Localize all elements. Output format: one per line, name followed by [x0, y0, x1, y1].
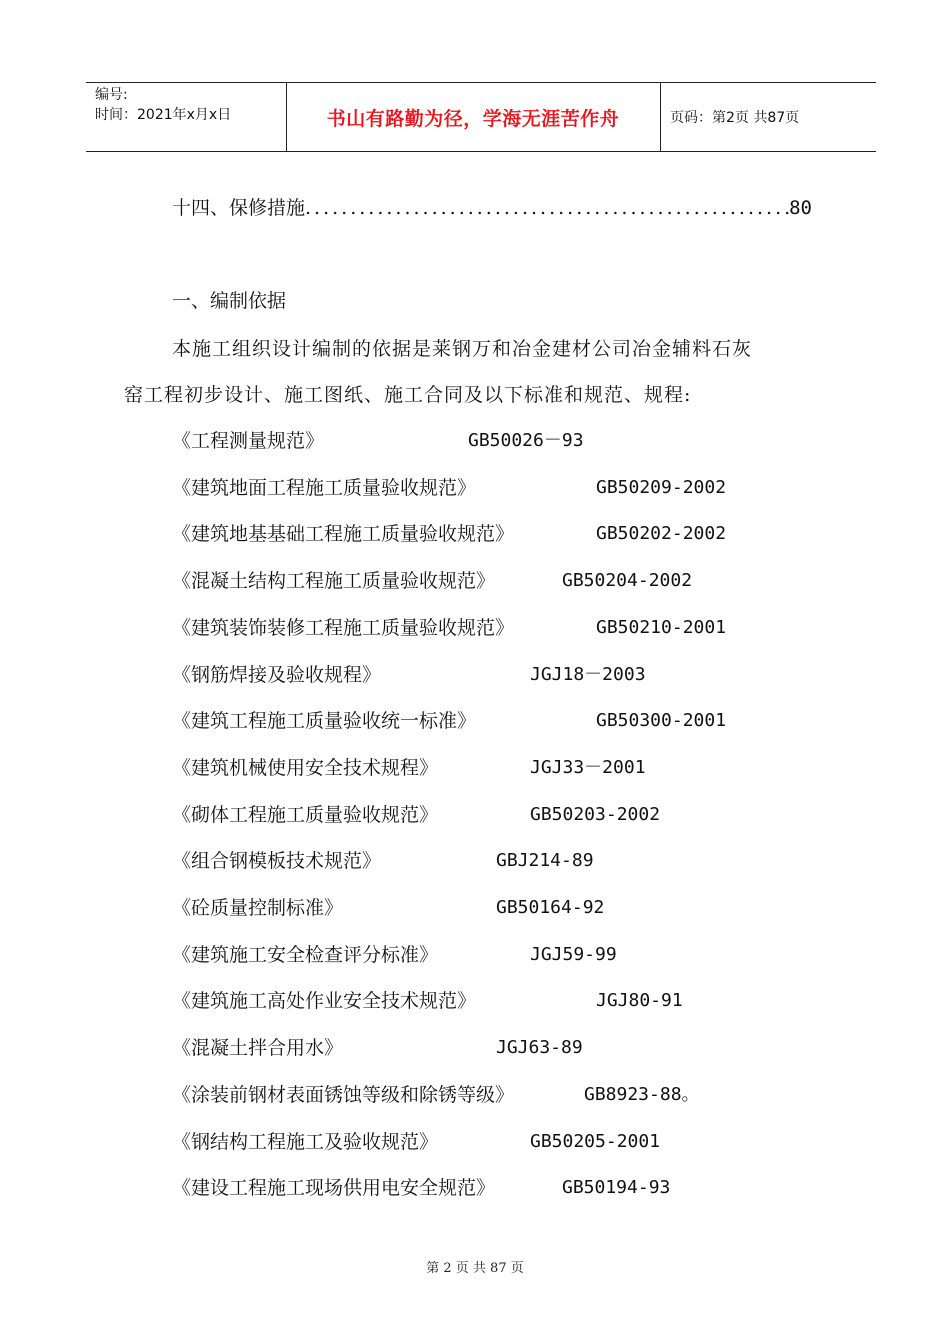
- standard-name: 《建筑装饰装修工程施工质量验收规范》: [172, 616, 515, 639]
- standard-row: [172, 942, 617, 968]
- standard-row: [172, 521, 727, 547]
- standard-name: 《钢筋焊接及验收规程》: [172, 663, 382, 686]
- page-footer: 第 2 页 共 87 页: [426, 1261, 524, 1276]
- standard-code: JGJ63-89: [496, 1037, 583, 1059]
- standard-name: 《混凝土结构工程施工质量验收规范》: [172, 570, 496, 593]
- standard-row: [172, 1082, 700, 1108]
- standard-name: 《建筑工程施工质量验收统一标准》: [172, 710, 477, 733]
- standard-name: 《建设工程施工现场供用电安全规范》: [172, 1177, 496, 1200]
- standard-row: [172, 988, 683, 1014]
- header-meta: [95, 85, 231, 125]
- section-heading: 一、编制依据: [172, 290, 287, 312]
- header-page-info: 页码：第2页 共87页: [670, 110, 800, 126]
- standard-row: [172, 1175, 671, 1201]
- standard-name: 《工程测量规范》: [172, 430, 325, 452]
- standard-code: JGJ59-99: [530, 943, 617, 965]
- standard-row: [172, 475, 727, 501]
- standard-code: GB50205-2001: [530, 1130, 661, 1152]
- standard-row: [172, 895, 605, 921]
- toc-item-label: 十四、保修措施: [172, 197, 306, 219]
- standard-row: [172, 708, 727, 734]
- standard-name: 《建筑地基基础工程施工质量验收规范》: [172, 523, 515, 546]
- document-header: [86, 82, 876, 152]
- paragraph-line: 窑工程初步设计、施工图纸、施工合同及以下标准和规范、规程:: [124, 384, 692, 406]
- standard-code: GB8923-88。: [584, 1083, 700, 1105]
- standard-row: [172, 755, 646, 781]
- standard-name: 《砌体工程施工质量验收规范》: [172, 803, 439, 826]
- standard-code: GB50026－93: [468, 430, 584, 451]
- standard-row: [172, 1035, 583, 1061]
- standard-name: 《建筑施工安全检查评分标准》: [172, 943, 439, 966]
- header-divider: [660, 83, 661, 151]
- standard-code: GB50194-93: [562, 1177, 671, 1199]
- number-label: 编号:: [95, 87, 128, 103]
- standard-name: 《建筑地面工程施工质量验收规范》: [172, 476, 477, 499]
- standard-code: JGJ33－2001: [530, 756, 646, 778]
- time-label: 时间：2021年x月x日: [95, 107, 232, 123]
- standard-name: 《组合钢模板技术规范》: [172, 850, 382, 873]
- standard-code: JGJ80-91: [596, 990, 683, 1012]
- standard-code: GB50300-2001: [596, 710, 727, 732]
- standard-name: 《建筑机械使用安全技术规程》: [172, 756, 439, 779]
- standard-code: GB50204-2002: [562, 570, 693, 592]
- standard-row: [172, 428, 584, 454]
- standard-row: [172, 662, 646, 688]
- standard-name: 《建筑施工高处作业安全技术规范》: [172, 990, 477, 1013]
- standard-name: 《钢结构工程施工及验收规范》: [172, 1130, 439, 1153]
- standard-row: [172, 848, 594, 874]
- standard-code: JGJ18－2003: [530, 663, 646, 685]
- standard-code: GB50164-92: [496, 897, 605, 918]
- standard-row: [172, 802, 661, 828]
- standard-code: GBJ214-89: [496, 850, 594, 872]
- standard-name: 《涂装前钢材表面锈蚀等级和除锈等级》: [172, 1083, 515, 1106]
- header-motto: 书山有路勤为径，学海无涯苦作舟: [326, 107, 620, 130]
- paragraph-line: 本施工组织设计编制的依据是莱钢万和冶金建材公司冶金辅料石灰: [172, 338, 753, 360]
- standard-row: [172, 615, 727, 641]
- standard-name: 《砼质量控制标准》: [172, 897, 344, 919]
- standard-name: 《混凝土拌合用水》: [172, 1037, 344, 1060]
- standard-code: GB50202-2002: [596, 523, 727, 545]
- standard-code: GB50203-2002: [530, 803, 661, 825]
- toc-page-number: 80: [789, 197, 812, 219]
- standard-code: GB50210-2001: [596, 616, 727, 638]
- standard-row: [172, 568, 693, 594]
- toc-entry: [172, 195, 812, 221]
- toc-leader-dots: [305, 195, 789, 221]
- standard-code: GB50209-2002: [596, 476, 727, 498]
- standard-row: [172, 1129, 661, 1155]
